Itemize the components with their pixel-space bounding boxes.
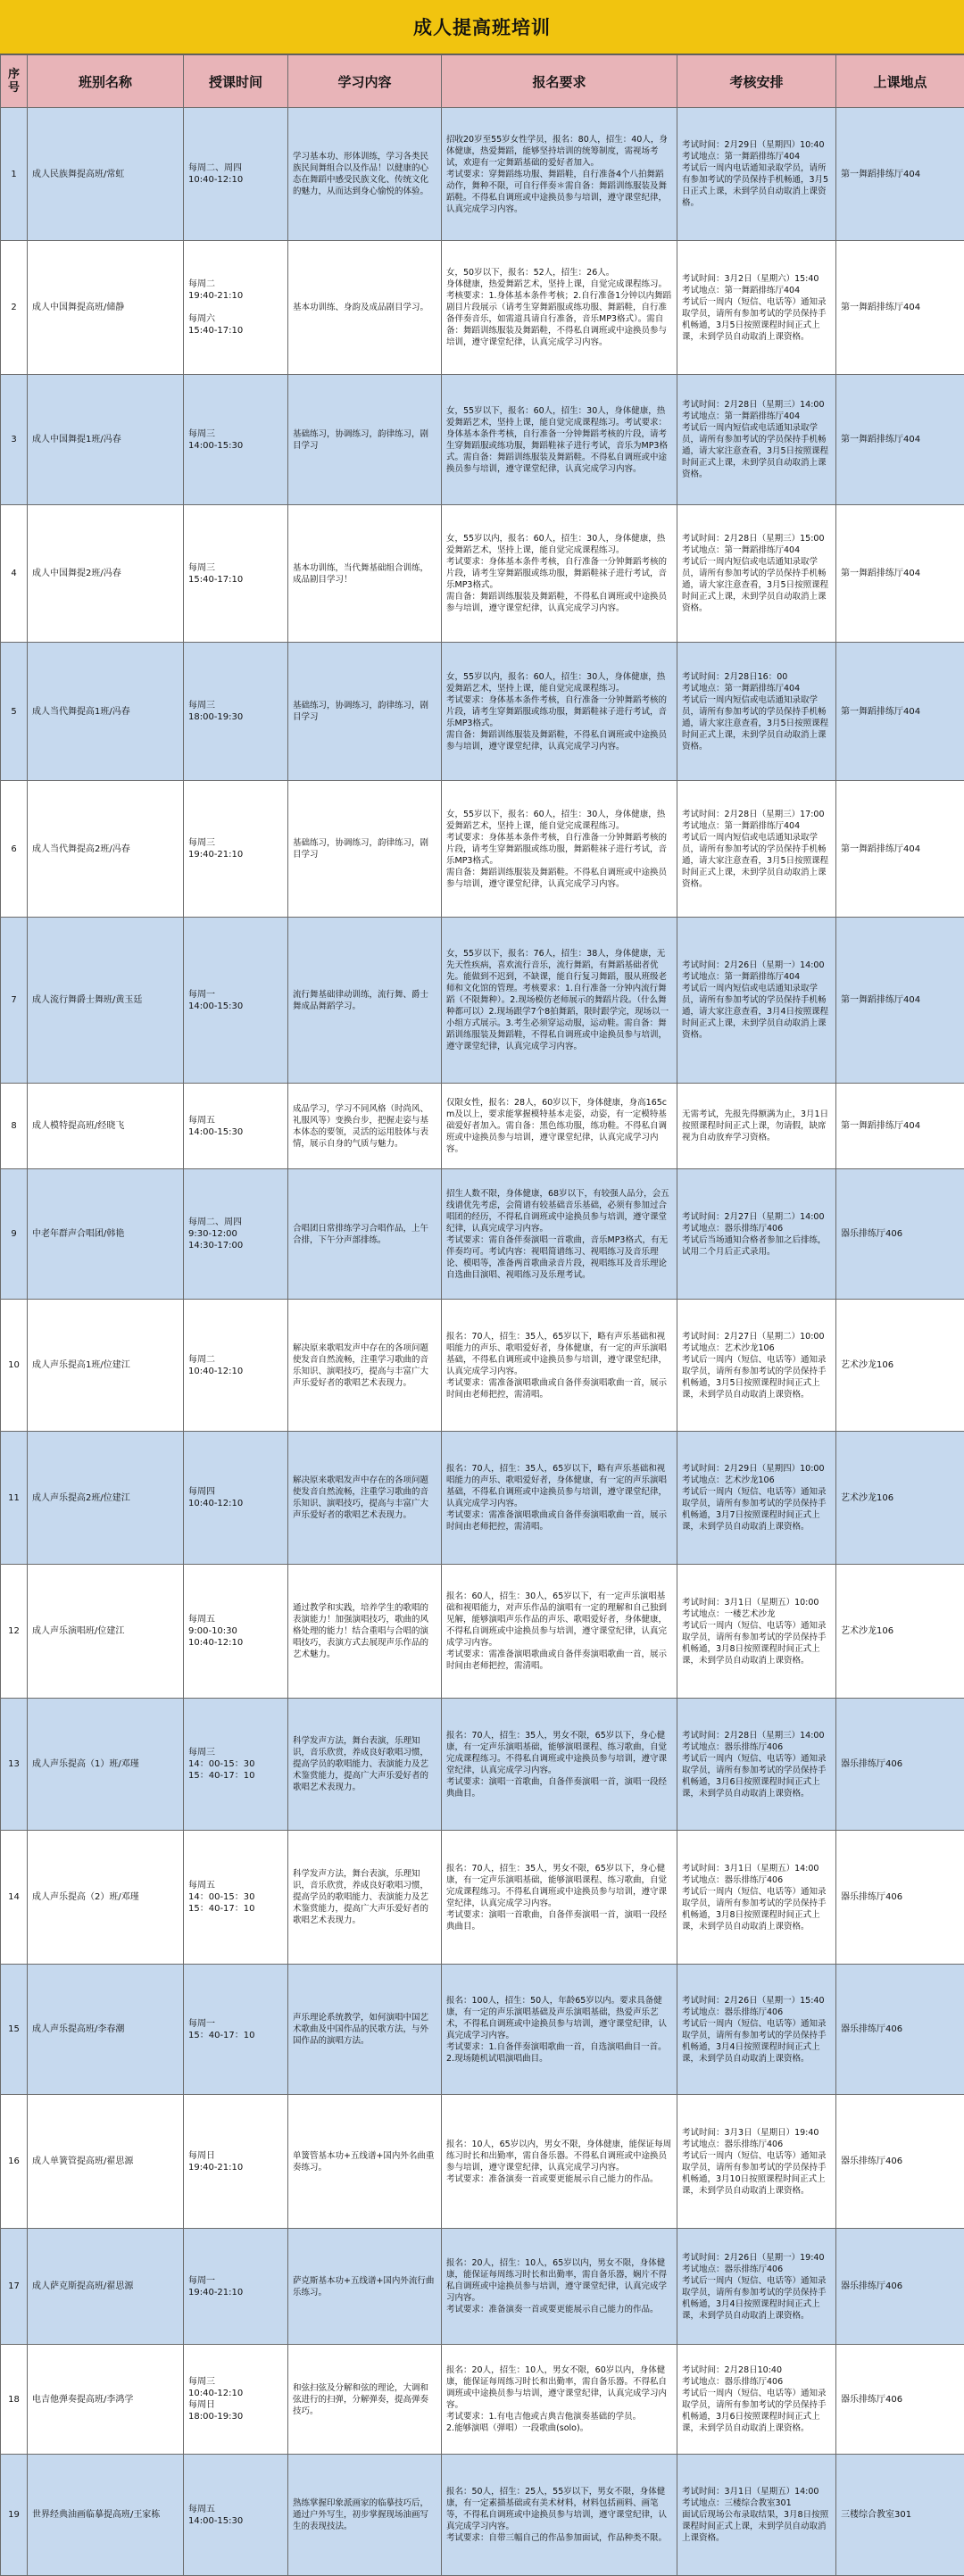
cell-exam: 考试时间：2月28日（星期三）17:00 考试地点：第一舞蹈排练厅404 考试后一周内短信或电话通知录取学员，请所有参加考试的学员保持手机畅通，请大家注意查看，3月5日按照课程时间正式上课，未到学员自动取消上课资格。 xyxy=(677,781,836,918)
cell-no: 18 xyxy=(1,2345,28,2455)
cell-time: 每周三 18:00-19:30 xyxy=(184,643,288,781)
cell-loc: 器乐排练厅406 xyxy=(836,2095,964,2229)
cell-no: 3 xyxy=(1,375,28,505)
cell-content: 声乐理论系统教学，如何演唱中国艺术歌曲及中国作品的民歌方法，与外国作品的演唱方法。 xyxy=(288,1965,442,2095)
cell-name: 成人中国舞提高班/储静 xyxy=(28,241,184,375)
cell-time: 每周五 14：00-15：30 15：40-17：10 xyxy=(184,1831,288,1965)
cell-loc: 第一舞蹈排练厅404 xyxy=(836,108,964,241)
cell-content: 基础练习，协调练习，韵律练习，剧目学习 xyxy=(288,643,442,781)
header-exam: 考核安排 xyxy=(677,55,836,108)
table-row xyxy=(1,1699,964,1831)
cell-content: 熟练掌握印象派画家的临摹技巧后，通过户外写生，初步掌握现场油画写生的表现技法。 xyxy=(288,2455,442,2576)
cell-no: 12 xyxy=(1,1565,28,1699)
cell-content: 通过教学和实践，培养学生的歌唱的表演能力！加强演唱技巧，歌曲的风格处理的能力！结合重唱与合唱的演唱技巧，表演方式去展现声乐作品的艺术魅力。 xyxy=(288,1565,442,1699)
cell-name: 中老年群声合唱团/韩艳 xyxy=(28,1169,184,1300)
header-row xyxy=(1,55,964,108)
cell-name: 成人模特提高班/经晓飞 xyxy=(28,1084,184,1169)
header-no: 序 号 xyxy=(1,55,28,108)
cell-content: 学习基本功、形体训练，学习各类民族民间舞组合以及作品！以健康的心态在舞蹈中感受民族文化、传统文化的魅力，从而达到身心愉悦的体验。 xyxy=(288,108,442,241)
cell-time: 每周一 19:40-21:10 xyxy=(184,2229,288,2345)
cell-time: 每周三 10:40-12:10 每周日 18:00-19:30 xyxy=(184,2345,288,2455)
header-time: 授课时间 xyxy=(184,55,288,108)
cell-content: 流行舞基础律动训练，流行舞、爵士舞成品舞蹈学习。 xyxy=(288,918,442,1084)
cell-req: 女，55岁以内，报名：60人，招生：30人，身体健康，热爱舞蹈艺术，坚持上课，能自觉完成课程练习。 考试要求：身体基本条件考核，自行准备一分钟舞蹈考核的片段，请考生穿舞蹈服或练功服，舞蹈鞋袜子进行考试，音乐MP3格式。 需自备：舞蹈训练服装及舞蹈鞋，不得私自调班或中途换员参与培训，遵守课堂纪律，认真完成学习内容。 xyxy=(442,643,677,781)
cell-loc: 第一舞蹈排练厅404 xyxy=(836,505,964,643)
cell-content: 基本功训练、身韵及成品剧目学习。 xyxy=(288,241,442,375)
cell-no: 15 xyxy=(1,1965,28,2095)
header-req: 报名要求 xyxy=(442,55,677,108)
cell-name: 成人当代舞提高1班/冯春 xyxy=(28,643,184,781)
cell-content: 合唱团日常排练学习合唱作品，上午合排，下午分声部排练。 xyxy=(288,1169,442,1300)
cell-time: 每周二、周四 10:40-12:10 xyxy=(184,108,288,241)
cell-name: 成人单簧管提高班/翟思源 xyxy=(28,2095,184,2229)
cell-time: 每周日 19:40-21:10 xyxy=(184,2095,288,2229)
cell-time: 每周三 19:40-21:10 xyxy=(184,781,288,918)
table-row xyxy=(1,1965,964,2095)
cell-content: 萨克斯基本功+五线谱+国内外流行曲乐练习。 xyxy=(288,2229,442,2345)
cell-req: 报名：10人，65岁以内，男女不限，身体健康，能保证每周练习时长和出勤率，需自备乐器。不得私自调班或中途换员参与培训，遵守课堂纪律，认真完成学习内容。 考试要求：准备演奏一首或要更能展示自己能力的作品。 xyxy=(442,2095,677,2229)
cell-no: 1 xyxy=(1,108,28,241)
cell-loc: 器乐排练厅406 xyxy=(836,1965,964,2095)
cell-name: 成人民族舞提高班/常虹 xyxy=(28,108,184,241)
cell-name: 成人声乐提高班/李春潮 xyxy=(28,1965,184,2095)
cell-no: 16 xyxy=(1,2095,28,2229)
cell-content: 科学发声方法，舞台表演，乐理知识，音乐欣赏，养成良好歌唱习惯，提高学员的歌唱能力、表演能力及艺术鉴赏能力，提高广大声乐爱好者的歌唱艺术表现力。 xyxy=(288,1831,442,1965)
table-row xyxy=(1,241,964,375)
cell-name: 成人流行舞爵士舞班/黄玉廷 xyxy=(28,918,184,1084)
cell-req: 报名：70人，招生：35人，男女不限，65岁以下，身心健康，有一定声乐演唱基础，能够演唱课程、练习歌曲，自觉完成课程练习。不得私自调班或中途换员参与培训，遵守课堂纪律，认真完成学习内容。 考试要求：演唱一首歌曲，自备伴奏演唱一首，演唱一段经典曲目。 xyxy=(442,1699,677,1831)
cell-req: 女，55岁以下，报名：76人，招生：38人，身体健康，无先天性疾病，喜欢流行音乐，流行舞蹈，有舞蹈基础者优先。能做到不迟到，不缺课，能自行复习舞蹈，服从班级老师和文化馆的管理。考核要求：1.自行准备一分钟内流行舞蹈（不限舞种）。2.现场模仿老师展示的舞蹈片段。（什么舞种都可以）2.现场跟学7个8拍舞蹈，限时跟学完，现场以一小组方式展示。3.考生必须穿运动服，运动鞋。需自备：舞蹈训练服装及舞蹈鞋，不得私自调班或中途换员参与培训，遵守课堂纪律，认真完成学习内容。 xyxy=(442,918,677,1084)
cell-content: 成品学习，学习不同风格（时尚风、礼服风等）变换台步，把握走姿与基本体态的要领，灵活的运用肢体与表情，展示自身的气质与魅力。 xyxy=(288,1084,442,1169)
cell-loc: 艺术沙龙106 xyxy=(836,1432,964,1565)
table-row xyxy=(1,2345,964,2455)
cell-req: 女，50岁以下，报名：52人，招生：26人。 身体健康，热爱舞蹈艺术，坚持上课，自觉完成课程练习。考核要求：1.身体基本条件考核；2.自行准备1分钟以内舞蹈剧目片段展示（请考生穿舞蹈服或练功服、舞蹈鞋，自行准备伴奏音乐，如需道具请自行准备，音乐MP3格式）。需自备：舞蹈训练服装及舞蹈鞋，不得私自调班或中途换员参与培训，遵守课堂纪律，认真完成学习内容。 xyxy=(442,241,677,375)
cell-name: 成人中国舞提2班/冯春 xyxy=(28,505,184,643)
cell-exam: 考试时间：3月2日（星期六）15:40 考试地点：第一舞蹈排练厅404 考试后一周内（短信、电话等）通知录取学员，请所有参加考试的学员保持手机畅通，3月5日按照课程时间正式上课，未到学员自动取消上课资格。 xyxy=(677,241,836,375)
table-row xyxy=(1,918,964,1084)
cell-content: 基础练习，协调练习，韵律练习，剧目学习 xyxy=(288,375,442,505)
cell-req: 女，55岁以内，报名：60人，招生：30人，身体健康，热爱舞蹈艺术，坚持上课，能自觉完成课程练习。 考试要求：身体基本条件考核，自行准备一分钟舞蹈考核的片段，请考生穿舞蹈服或练功服，舞蹈鞋袜子进行考试，音乐MP3格式。 需自备：舞蹈训练服装及舞蹈鞋，不得私自调班或中途换员参与培训，遵守课堂纪律，认真完成学习内容。 xyxy=(442,505,677,643)
table-body xyxy=(1,108,964,2576)
cell-exam: 无需考试，先报先得额满为止，3月1日按照课程时间正式上课，勿请假，缺席视为自动放弃学习资格。 xyxy=(677,1084,836,1169)
cell-no: 13 xyxy=(1,1699,28,1831)
cell-loc: 第一舞蹈排练厅404 xyxy=(836,781,964,918)
cell-no: 4 xyxy=(1,505,28,643)
cell-exam: 考试时间：3月1日（星期五）10:00 考试地点：一楼艺术沙龙 考试后一周内（短信、电话等）通知录取学员，请所有参加考试的学员保持手机畅通，3月8日按照课程时间正式上课，未到学员自动取消上课资格。 xyxy=(677,1565,836,1699)
cell-loc: 第一舞蹈排练厅404 xyxy=(836,918,964,1084)
cell-exam: 考试时间：3月1日（星期五）14:00 考试地点：器乐排练厅406 考试后一周内（短信、电话等）通知录取学员，请所有参加考试的学员保持手机畅通，3月8日按照课程时间正式上课，未到学员自动取消上课资格。 xyxy=(677,1831,836,1965)
table-row xyxy=(1,781,964,918)
cell-no: 14 xyxy=(1,1831,28,1965)
cell-no: 6 xyxy=(1,781,28,918)
cell-time: 每周三 14：00-15：30 15：40-17：10 xyxy=(184,1699,288,1831)
cell-no: 5 xyxy=(1,643,28,781)
table-row xyxy=(1,1432,964,1565)
cell-req: 招收20岁至55岁女性学员，报名：80人，招生：40人，身体健康，热爱舞蹈，能够坚持培训的统筹制度，需视场考试，欢迎有一定舞蹈基础的爱好者加入。 考试要求：穿舞蹈练功服、舞蹈鞋，自行准备4个八拍舞蹈动作，舞种不限，可自行伴奏＊需自备：舞蹈训练服装及舞蹈鞋。不得私自调班或中途换员参与培训，遵守课堂纪律，认真完成学习内容。 xyxy=(442,108,677,241)
cell-time: 每周五 14:00-15:30 xyxy=(184,2455,288,2576)
cell-no: 19 xyxy=(1,2455,28,2576)
table-row xyxy=(1,1831,964,1965)
cell-req: 女，55岁以下，报名：60人，招生：30人，身体健康，热爱舞蹈艺术，坚持上课，能自觉完成课程练习。 考试要求：身体基本条件考核，自行准备一分钟舞蹈考核的片段，请考生穿舞蹈服或练功服，舞蹈鞋袜子进行考试，音乐MP3格式。 需自备：舞蹈训练服装及舞蹈鞋。不得私自调班或中途换员参与培训，遵守课堂纪律，认真完成学习内容。 xyxy=(442,781,677,918)
cell-no: 9 xyxy=(1,1169,28,1300)
cell-req: 报名：100人，招生：50人，年龄65岁以内。要求具备健康，有一定的声乐演唱基础及声乐演唱基础，热爱声乐艺术，不得私自调班或中途换员参与培训，遵守课堂纪律，认真完成学习内容。 考试要求：1.自备伴奏演唱歌曲一首，自选演唱曲目一首。2.现场随机试唱演唱曲目。 xyxy=(442,1965,677,2095)
cell-req: 招生人数不限，身体健康，68岁以下，有较强人品分，会五线谱优先考虑，会简谱有较基础音乐基础，必须有参加过合唱团的经历，不得私自调班或中途换员参与培训，遵守课堂纪律，认真完成学习内容。 考试要求：需自备伴奏演唱一首歌曲，音乐MP3格式，有无伴奏均可。考试内容：视唱简谱练习、视唱练习及音乐理论、模唱等，准备两首歌曲录音片段，视唱练耳及音乐理论自选曲目演唱、视唱练习及乐理考试。 xyxy=(442,1169,677,1300)
cell-req: 报名：20人，招生：10人，男女不限，60岁以内，身体健康，能保证每周练习时长和出勤率，需自备乐器。不得私自调班或中途换员参与培训，遵守课堂纪律，认真完成学习内容。 考试要求：1.有电吉他或古典吉他演奏基础的学员。 2.能够演唱（弹唱）一段歌曲(solo)。 xyxy=(442,2345,677,2455)
cell-time: 每周三 14:00-15:30 xyxy=(184,375,288,505)
table-row xyxy=(1,1565,964,1699)
cell-time: 每周三 15:40-17:10 xyxy=(184,505,288,643)
cell-time: 每周一 14:00-15:30 xyxy=(184,918,288,1084)
cell-no: 2 xyxy=(1,241,28,375)
cell-loc: 器乐排练厅406 xyxy=(836,2229,964,2345)
cell-content: 解决原来歌唱发声中存在的各项问题使发音自然流畅，注重学习歌曲的音乐知识、演唱技巧，提高与丰富广大声乐爱好者的歌唱艺术表现力。 xyxy=(288,1300,442,1432)
cell-exam: 考试时间：2月26日（星期一）19:40 考试地点：器乐排练厅406 考试后一周内（短信、电话等）通知录取学员，请所有参加考试的学员保持手机畅通，3月4日按照课程时间正式上课，未到学员自动取消上课资格。 xyxy=(677,2229,836,2345)
table-row xyxy=(1,375,964,505)
cell-time: 每周二 10:40-12:10 xyxy=(184,1300,288,1432)
table-row xyxy=(1,2455,964,2576)
cell-loc: 器乐排练厅406 xyxy=(836,2345,964,2455)
cell-name: 成人萨克斯提高班/翟思源 xyxy=(28,2229,184,2345)
cell-content: 科学发声方法，舞台表演，乐理知识，音乐欣赏，养成良好歌唱习惯，提高学员的歌唱能力、表演能力及艺术鉴赏能力，提高广大声乐爱好者的歌唱艺术表现力。 xyxy=(288,1699,442,1831)
cell-loc: 第一舞蹈排练厅404 xyxy=(836,241,964,375)
header-content: 学习内容 xyxy=(288,55,442,108)
cell-exam: 考试时间：2月26日（星期一）15:40 考试地点：器乐排练厅406 考试后一周内（短信、电话等）通知录取学员，请所有参加考试的学员保持手机畅通，3月4日按照课程时间正式上课，未到学员自动取消上课资格。 xyxy=(677,1965,836,2095)
cell-content: 基础练习，协调练习，韵律练习，剧目学习 xyxy=(288,781,442,918)
cell-exam: 考试时间：3月1日（星期五）14:00 考试地点：三楼综合教室301 面试后现场公布录取结果，3月8日按照课程时间正式上课，未到学员自动取消上课资格。 xyxy=(677,2455,836,2576)
header-name: 班别名称 xyxy=(28,55,184,108)
table-row xyxy=(1,2229,964,2345)
cell-loc: 器乐排练厅406 xyxy=(836,1169,964,1300)
cell-name: 成人声乐提高1班/位建江 xyxy=(28,1300,184,1432)
cell-name: 成人中国舞提1班/冯春 xyxy=(28,375,184,505)
cell-content: 单簧管基本功+五线谱+国内外名曲重奏练习。 xyxy=(288,2095,442,2229)
cell-req: 报名：20人，招生：10人，65岁以内，男女不限，身体健康，能保证每周练习时长和出勤率，需自备乐器，娴片不得私自调班或中途换员参与培训，遵守课堂纪律，认真完成学习内容。 考试要求：准备演奏一首或要更能展示自己能力的作品。 xyxy=(442,2229,677,2345)
cell-time: 每周五 9:00-10:30 10:40-12:10 xyxy=(184,1565,288,1699)
cell-exam: 考试时间：2月27日（星期二）14:00 考试地点：器乐排练厅406 考试后当场通知合格者参加之后排练，试用二个月后正式录用。 xyxy=(677,1169,836,1300)
cell-time: 每周四 10:40-12:10 xyxy=(184,1432,288,1565)
cell-exam: 考试时间：2月28日（星期三）14:00 考试地点：器乐排练厅406 考试后一周内（短信、电话等）通知录取学员，请所有参加考试的学员保持手机畅通，3月6日按照课程时间正式上课，未到学员自动取消上课资格。 xyxy=(677,1699,836,1831)
cell-loc: 器乐排练厅406 xyxy=(836,1699,964,1831)
cell-req: 报名：70人，招生：35人，65岁以下，略有声乐基础和视唱能力的声乐、歌唱爱好者，身体健康，有一定的声乐演唱基础，不得私自调班或中途换员参与培训，遵守课堂纪律，认真完成学习内容。 考试要求：需准备演唱歌曲或自备伴奏演唱歌曲一首，展示时间由老师把控，需清唱。 xyxy=(442,1300,677,1432)
cell-loc: 第一舞蹈排练厅404 xyxy=(836,643,964,781)
cell-loc: 三楼综合教室301 xyxy=(836,2455,964,2576)
cell-name: 成人声乐提高（1）班/邓瑾 xyxy=(28,1699,184,1831)
page-title: 成人提高班培训 xyxy=(413,13,551,40)
cell-time: 每周二 19:40-21:10 每周六 15:40-17:10 xyxy=(184,241,288,375)
cell-exam: 考试时间：2月28日（星期三）15:00 考试地点：第一舞蹈排练厅404 考试后一周内短信或电话通知录取学员，请所有参加考试的学员保持手机畅通，请大家注意查看，3月5日按照课程时间正式上课，未到学员自动取消上课资格。 xyxy=(677,505,836,643)
cell-req: 女，55岁以下，报名：60人，招生：30人，身体健康，热爱舞蹈艺术，坚持上课，能自觉完成课程练习。考试要求：身体基本条件考核，自行准备一分钟舞蹈考核的片段，请考生穿舞蹈服或练功服，舞蹈鞋袜子进行考试，音乐为MP3格式。需自备：舞蹈训练服装及舞蹈鞋。不得私自调班或中途换员参与培训，遵守课堂纪律，认真完成学习内容。 xyxy=(442,375,677,505)
table-row xyxy=(1,2095,964,2229)
cell-name: 成人当代舞提高2班/冯春 xyxy=(28,781,184,918)
cell-exam: 考试时间：2月29日（星期四）10:00 考试地点：艺术沙龙106 考试后一周内（短信、电话等）通知录取学员，请所有参加考试的学员保持手机畅通，3月7日按照课程时间正式上课，未到学员自动取消上课资格。 xyxy=(677,1432,836,1565)
cell-loc: 器乐排练厅406 xyxy=(836,1831,964,1965)
cell-name: 成人声乐提高（2）班/邓瑾 xyxy=(28,1831,184,1965)
course-table xyxy=(0,54,964,2576)
cell-time: 每周五 14:00-15:30 xyxy=(184,1084,288,1169)
table-row xyxy=(1,1084,964,1169)
cell-loc: 第一舞蹈排练厅404 xyxy=(836,1084,964,1169)
cell-loc: 第一舞蹈排练厅404 xyxy=(836,375,964,505)
cell-time: 每周一 15：40-17：10 xyxy=(184,1965,288,2095)
cell-content: 解决原来歌唱发声中存在的各项问题使发音自然流畅，注重学习歌曲的音乐知识、演唱技巧，提高与丰富广大声乐爱好者的歌唱艺术表现力。 xyxy=(288,1432,442,1565)
cell-req: 报名：50人，招生：25人，55岁以下，男女不限，身体健康，有一定素描基础或有美术材料，材料包括画料、画笔等，不得私自调班或中途换员参与培训，遵守课堂纪律，认真完成学习内容。 考试要求：自带三幅自己的作品参加面试，作品种类不限。 xyxy=(442,2455,677,2576)
cell-loc: 艺术沙龙106 xyxy=(836,1300,964,1432)
cell-no: 10 xyxy=(1,1300,28,1432)
cell-exam: 考试时间：2月28日16：00 考试地点：第一舞蹈排练厅404 考试后一周内短信或电话通知录取学员，请所有参加考试的学员保持手机畅通，请大家注意查看，3月5日按照课程时间正式上课，未到学员自动取消上课资格。 xyxy=(677,643,836,781)
title-bar xyxy=(0,0,964,54)
cell-exam: 考试时间：2月29日（星期四）10:40 考试地点：第一舞蹈排练厅404 考试后一周内电话通知录取学员，请所有参加考试的学员保持手机畅通，3月5日正式上课，未到学员自动取消上课资格。 xyxy=(677,108,836,241)
cell-time: 每周二、周四 9:30-12:00 14:30-17:00 xyxy=(184,1169,288,1300)
cell-name: 世界经典油画临摹提高班/王家栋 xyxy=(28,2455,184,2576)
cell-exam: 考试时间：2月26日（星期一）14:00 考试地点：第一舞蹈排练厅404 考试后一周内短信或电话通知录取学员，请所有参加考试的学员保持手机畅通，请大家注意查看，3月4日按照课程时间正式上课，未到学员自动取消上课资格。 xyxy=(677,918,836,1084)
cell-content: 和弦扫弦及分解和弦的理论，大调和弦进行的扫弹，分解弹奏，提高弹奏技巧。 xyxy=(288,2345,442,2455)
cell-no: 17 xyxy=(1,2229,28,2345)
table-row xyxy=(1,108,964,241)
cell-loc: 艺术沙龙106 xyxy=(836,1565,964,1699)
header-loc: 上课地点 xyxy=(836,55,964,108)
table-row xyxy=(1,1169,964,1300)
cell-content: 基本功训练，当代舞基础组合训练，成品剧目学习！ xyxy=(288,505,442,643)
cell-exam: 考试时间：3月3日（星期日）19:40 考试地点：器乐排练厅406 考试后一周内（短信、电话等）通知录取学员，请所有参加考试的学员保持手机畅通，3月10日按照课程时间正式上课，未到学员自动取消上课资格。 xyxy=(677,2095,836,2229)
cell-name: 成人声乐演唱班/位建江 xyxy=(28,1565,184,1699)
cell-no: 8 xyxy=(1,1084,28,1169)
table-row xyxy=(1,643,964,781)
cell-exam: 考试时间：2月28日10:40 考试地点：器乐排练厅406 考试后一周内（短信、电话等）通知录取学员，请所有参加考试的学员保持手机畅通，3月6日按照课程时间正式上课，未到学员自动取消上课资格。 xyxy=(677,2345,836,2455)
cell-req: 报名：70人，招生：35人，男女不限，65岁以下，身心健康，有一定声乐演唱基础，能够演唱课程、练习歌曲，自觉完成课程练习。不得私自调班或中途换员参与培训，遵守课堂纪律，认真完成学习内容。 考试要求：演唱一首歌曲，自备伴奏演唱一首，演唱一段经典曲目。 xyxy=(442,1831,677,1965)
cell-no: 7 xyxy=(1,918,28,1084)
table-row xyxy=(1,1300,964,1432)
cell-req: 仅限女性，报名：28人，60岁以下，身体健康，身高165cm及以上，要求能掌握模特基本走姿，动姿，有一定模特基础爱好者加入。需自备：黑色练功服，练功鞋。不得私自调班或中途换员参与培训，遵守课堂纪律，认真完成学习内容。 xyxy=(442,1084,677,1169)
cell-req: 报名：60人，招生：30人，65岁以下，有一定声乐演唱基础和视唱能力，对声乐作品的演唱有一定的理解和自己独到见解，能够演唱声乐作品的声乐、歌唱爱好者，身体健康，不得私自调班或中途换员参与培训，遵守课堂纪律，认真完成学习内容。 考试要求：需准备演唱歌曲或自备伴奏演唱歌曲一首，展示时间由老师把控，需清唱。 xyxy=(442,1565,677,1699)
table-row xyxy=(1,505,964,643)
cell-req: 报名：70人，招生：35人，65岁以下，略有声乐基础和视唱能力的声乐、歌唱爱好者，身体健康，有一定的声乐演唱基础，不得私自调班或中途换员参与培训，遵守课堂纪律，认真完成学习内容。 考试要求：需准备演唱歌曲或自备伴奏演唱歌曲一首，展示时间由老师把控，需清唱。 xyxy=(442,1432,677,1565)
cell-name: 电吉他弹奏提高班/李鸿学 xyxy=(28,2345,184,2455)
cell-exam: 考试时间：2月27日（星期二）10:00 考试地点：艺术沙龙106 考试后一周内（短信、电话等）通知录取学员，请所有参加考试的学员保持手机畅通，3月5日按照课程时间正式上课，未到学员自动取消上课资格。 xyxy=(677,1300,836,1432)
cell-name: 成人声乐提高2班/位建江 xyxy=(28,1432,184,1565)
cell-exam: 考试时间：2月28日（星期三）14:00 考试地点：第一舞蹈排练厅404 考试后一周内短信或电话通知录取学员，请所有参加考试的学员保持手机畅通，请大家注意查看，3月5日按照课程时间正式上课，未到学员自动取消上课资格。 xyxy=(677,375,836,505)
cell-no: 11 xyxy=(1,1432,28,1565)
